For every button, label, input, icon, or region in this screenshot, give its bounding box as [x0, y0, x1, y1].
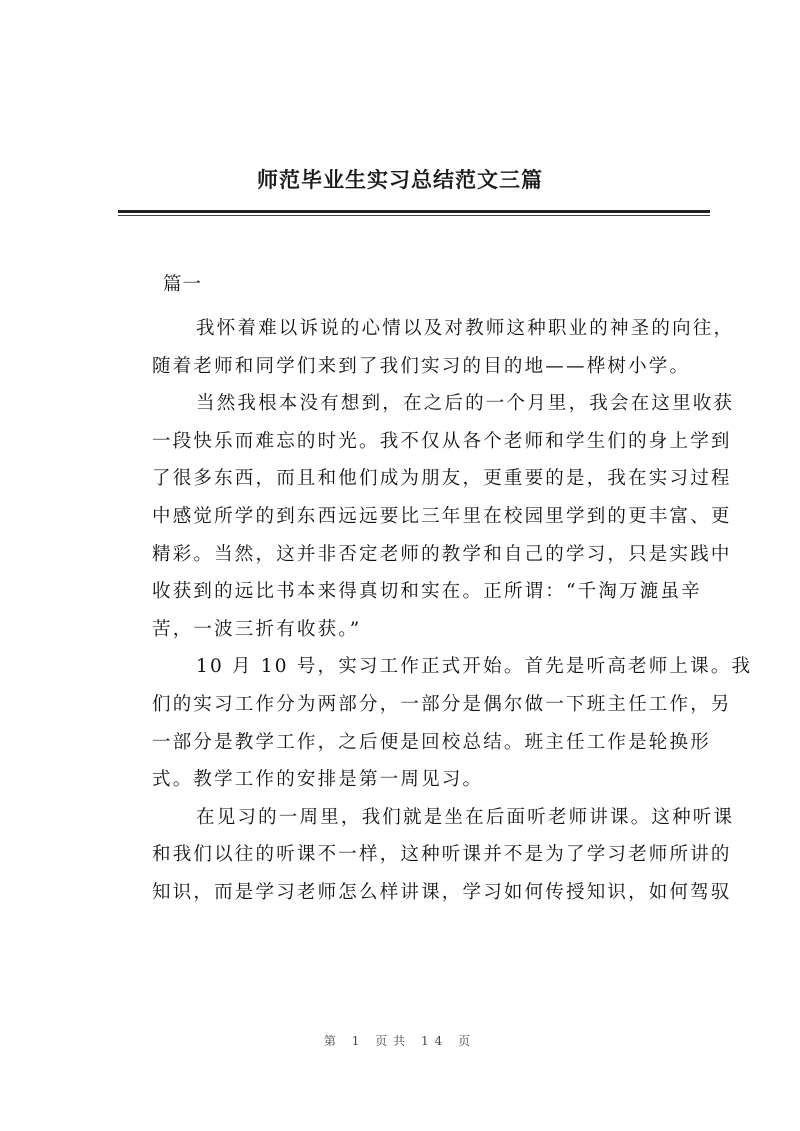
title-underline — [118, 210, 710, 213]
paragraph-line: 式。教学工作的安排是第一周见习。 — [152, 769, 484, 791]
paragraph-line: 收获到的远比书本来得真切和实在。正所谓：“千淘万漉虽辛 — [152, 581, 702, 603]
paragraph — [108, 799, 735, 912]
paragraph-line: 我怀着难以诉说的心情以及对教师这种职业的神圣的向往， — [196, 318, 735, 339]
footer-suffix: 页 — [458, 1034, 477, 1048]
paragraph-line: 们的实习工作分为两部分，一部分是偶尔做一下班主任工作，另 — [152, 693, 732, 715]
paragraph-line: 一部分是教学工作，之后便是回校总结。班主任工作是轮换形 — [152, 731, 711, 753]
footer-page-number: 1 — [351, 1034, 366, 1048]
paragraph-line: 精彩。当然，这并非否定老师的教学和自己的学习，只是实践中 — [152, 543, 732, 565]
paragraph-line: 随着老师和同学们来到了我们实习的目的地——桦树小学。 — [152, 355, 691, 377]
footer-prefix: 第 — [323, 1034, 342, 1048]
paragraph-line: 知识，而是学习老师怎么样讲课，学习如何传授知识，如何驾驭 — [152, 881, 732, 903]
section-heading: 篇一 — [163, 274, 203, 295]
paragraph-line: 中感觉所学的到东西远远要比三年里在校园里学到的更丰富、更 — [152, 505, 732, 527]
footer-middle: 页共 — [375, 1034, 412, 1048]
paragraph — [108, 385, 735, 648]
paragraph — [108, 648, 753, 798]
document-title: 师范毕业生实习总结范文三篇 — [257, 168, 543, 192]
paragraph-line: 了很多东西，而且和他们成为朋友，更重要的是，我在实习过程 — [152, 468, 732, 490]
paragraph-line: 10 月 10 号，实习工作正式开始。首先是听高老师上课。我 — [196, 656, 753, 678]
paragraph-line: 和我们以往的听课不一样，这种听课并不是为了学习老师所讲的 — [152, 844, 732, 866]
paragraph-line: 在见习的一周里，我们就是坐在后面听老师讲课。这种听课 — [196, 806, 735, 828]
document-body — [108, 268, 753, 912]
page-footer — [0, 1032, 800, 1049]
footer-total-pages: 14 — [421, 1034, 449, 1048]
paragraph-line: 一段快乐而难忘的时光。我不仅从各个老师和学生们的身上学到 — [152, 430, 732, 452]
paragraph — [108, 310, 735, 385]
paragraph-line: 当然我根本没有想到，在之后的一个月里，我会在这里收获 — [196, 393, 735, 415]
paragraph-line: 苦，一波三折有收获。” — [152, 618, 362, 640]
